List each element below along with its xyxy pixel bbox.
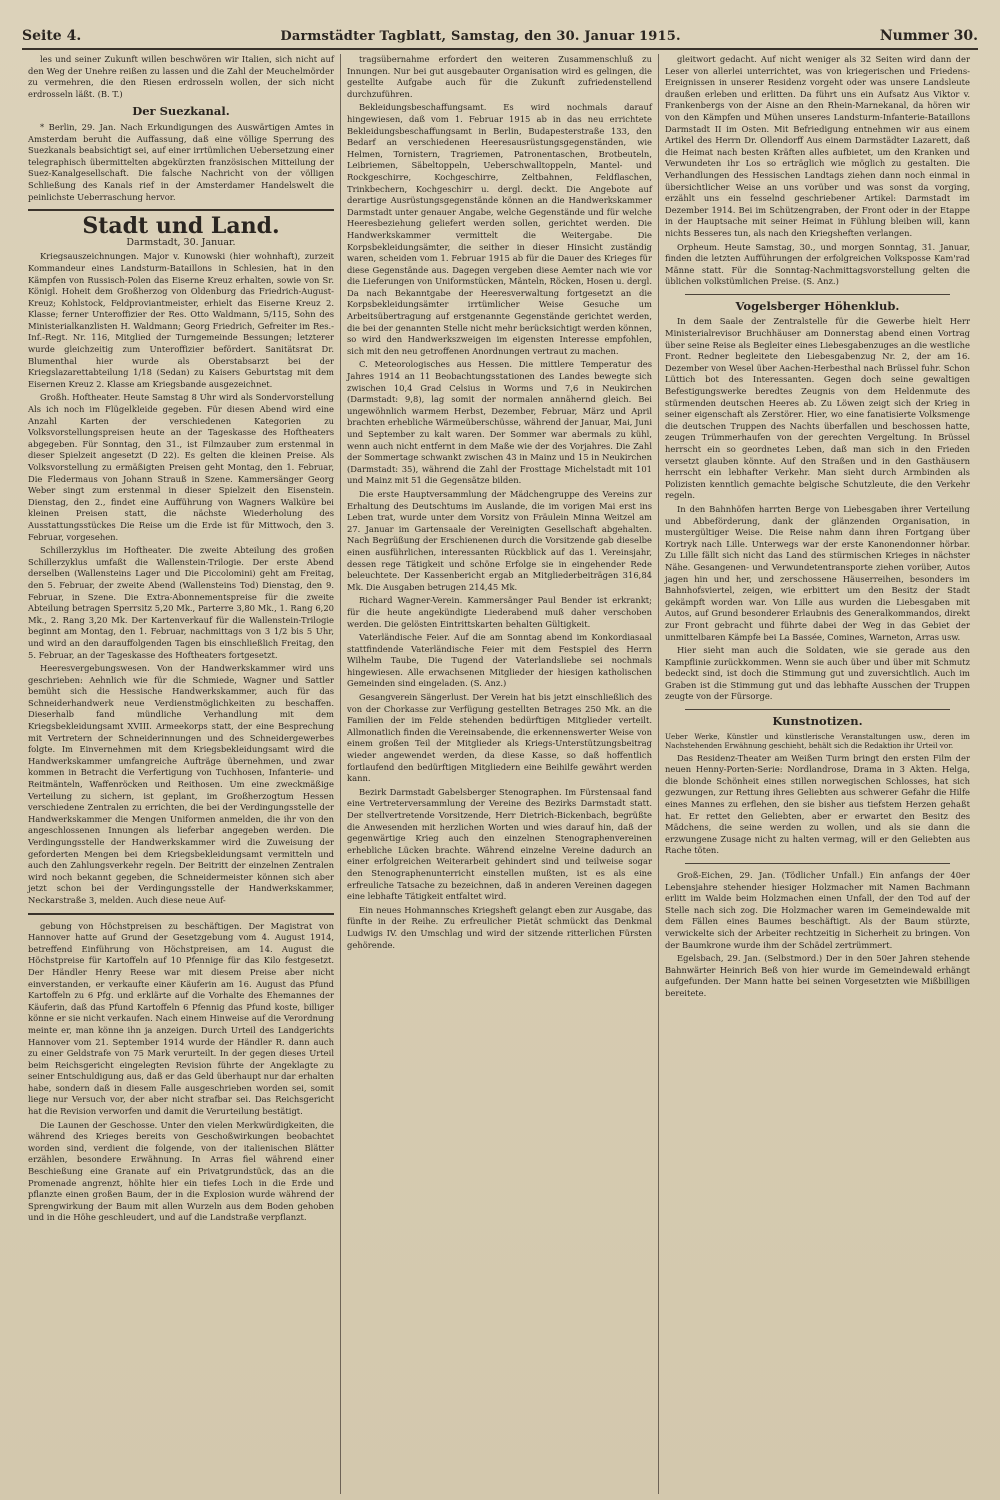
article-kriegsheft: Ein neues Hohmannsches Kriegsheft gelangt eben zur Ausgabe, das fünfte in der Reihe. Zu erfreulicher Pietät schmückt das Denkmal Ludwigs IV. den Umschlag und wird der sitzende ritterlichen Fürsten gehörende. bbox=[347, 904, 652, 950]
article-hoftheater: Großh. Hoftheater. Heute Samstag 8 Uhr wird als Sondervorstellung Als ich noch im Flügelkleide gegeben. Für diesen Abend wird eine Anzahl Karten der verschiedenen Kategorien zu Volksvorstellungspreisen heute an der Tageskasse des Hoftheaters abgegeben. Für Sonntag, den 31., ist Filmzauber zum erstenmal in dieser Spielzeit angesetzt (D 22). Es gelten die kleinen Preise. Als Volksvorstellung zu ermäßigten Preisen geht Montag, den 1. Februar, Die Fledermaus von Johann Strauß in Szene. Kammersänger Georg Weber singt zum erstenmal in dieser Spielzeit den Eisenstein. Dienstag, den 2., findet eine Aufführung von Wagners Walküre bei kleinen Preisen statt, die nächste Wiederholung des Ausstattungsstückes Die Reise um die Erde ist für Mittwoch, den 3. Februar, vorgesehen. bbox=[28, 392, 334, 542]
article-continuation: les und seiner Zukunft willen beschwören wir Italien, sich nicht auf den Weg der Unehre reißen zu lassen und die Zahl der Meuchelmörder zu vermehren, die den Riesen erdrosseln wollen, der sich nicht erdrosseln läßt. (B. T.) bbox=[28, 54, 334, 99]
divider bbox=[28, 209, 334, 211]
editorial-note: Ueber Werke, Künstler und künstlerische Veranstaltungen usw., deren im Nachstehenden Erwähnung geschieht, behält sich die Redaktion ihr Urteil vor. bbox=[665, 731, 970, 751]
article-kriegsauszeichnungen: Kriegsauszeichnungen. Major v. Kunowski (hier wohnhaft), zurzeit Kommandeur eines Landsturm-Bataillons in Schlesien, hat in den Kämpfen von Russisch-Polen das Eiserne Kreuz erhalten, sowie von Sr. Königl. Hoheit dem Großherzog von Oldenburg das Friedrich-August-Kreuz; Kohlstock, Feldproviantmeister, erhielt das Eiserne Kreuz 2. Klasse; ferner Unteroffizier der Res. Otto Waldmann, 5/115, Sohn des Ministerialkanzlisten H. Waldmann; Georg Friedrich, Gefreiter im Res.-Inf.-Regt. Nr. 116, Mitglied der Turngemeinde Bessungen; letzterer wurde gleichzeitig zum Unteroffizier befördert. Sanitätsrat Dr. Blumenthal hier wurde als Oberstabsarzt bei der Kriegslazarettabteilung 1/18 (Sedan) zu Kaisers Geburtstag mit dem Eisernen Kreuz 2. Klasse am Kriegsbande ausgezeichnet. bbox=[28, 251, 334, 389]
masthead-line: Darmstädter Tagblatt, Samstag, den 30. Januar 1915. bbox=[280, 29, 681, 44]
dateline: Darmstadt, 30. Januar. bbox=[126, 236, 236, 248]
article-continuation: gleitwort gedacht. Auf nicht weniger als 32 Seiten wird dann der Leser von allerlei unterrichtet, was von kriegerischen und Friedens-Ereignissen in unserer Residenz vorgeht oder was unsere Landsleute draußen erleben und erlitten. Da führt uns ein Aufsatz Aus Viktor v. Frankenbergs von der Aisne an den Rhein-Marnekanal, da hören wir von den Kämpfen und Mühen unseres Landsturm-Infanterie-Bataillons Darmstadt II im Osten. Mit Befriedigung entnehmen wir aus einem Artikel des Herrn Dr. Ollendorff Aus einem Darmstädter Lazarett, daß die Heimat nach besten Kräften alles aufbietet, um den Kranken und Verwundeten ihr Los so erträglich wie möglich zu gestalten. Die Verhandlungen des Hessischen Landtags ziehen dann noch einmal in übersichtlicher Weise an uns vorüber und was sonst da vorging, erzählt uns ein fesselnd geschriebener Artikel: Darmstadt im Dezember 1914. Bei im Schützengraben, der Front oder in der Etappe in der Hauptsache mit seiner Heimat in Fühlung bleiben will, kann nichts Besseres tun, als nach den Kriegsheften verlangen. bbox=[665, 54, 970, 238]
article-soldaten: Hier sieht man auch die Soldaten, wie sie gerade aus den Kampflinie zurückkommen. Wenn sie auch über und über mit Schmutz bedeckt sind, ist doch die Stimmung gut und zuversichtlich. Auch im Graben ist die Stimmung gut und das lebhafte Ausschen der Truppen zeugte von der Fürsorge. bbox=[665, 645, 970, 702]
divider bbox=[685, 863, 950, 864]
article-stenographen: Bezirk Darmstadt Gabelsberger Stenographen. Im Fürstensaal fand eine Vertreterversammlung der Vereine des Bezirks Darmstadt statt. Der stellvertretende Vorsitzende, Herr Dietrich-Bickenbach, begrüßte die Anwesenden mit herzlichen Worten und wies darauf hin, daß der gegenwärtige Krieg auch den einzelnen Stenographenvereinen erhebliche Lücken brachte. Während einzelne Vereine dadurch an einer erfolgreichen Weiterarbeit gehindert sind und teilweise sogar den Stenographenunterricht einstellen mußten, ist es als eine erfreuliche Tatsache zu bezeichnen, daß in anderen Vereinen dagegen eine lebhafte Tätigkeit entfaltet wird. bbox=[347, 786, 652, 902]
article-wagner-verein: Richard Wagner-Verein. Kammersänger Paul Bender ist erkrankt; für die heute angekündigte Liederabend muß daher verschoben werden. Die gelösten Eintrittskarten behalten Gültigkeit. bbox=[347, 595, 652, 629]
page-header bbox=[22, 28, 978, 50]
article-bekleidungsbeschaffungsamt: Bekleidungsbeschaffungsamt. Es wird nochmals darauf hingewiesen, daß vom 1. Februar 1915 ab in das neu errichtete Bekleidungsbeschaffungsamt in Berlin, Budapesterstraße 133, den Bedarf an verschiedenen Heeresausrüstungsgegenständen, wie Helmen, Tornistern, Tragriemen, Patronentaschen, Brotbeuteln, Leibriemen, Säbeltoppeln, Ueberschwalltoppeln, Mantel- und Rockgeschirre, Kochgeschirre, Zeltbahnen, Feldflaschen, Trinkbechern, Kochgeschirr u. dergl. deckt. Die Angebote auf derartige Ausrüstungsgegenstände können an die Handwerkskammer Darmstadt unter genauer Angabe, welche Gegenstände und für welche Heeresbeziehung geliefert werden sollen, gerichtet werden. Die Handwerkskammer vermittelt die Weitergabe. Die Korpsbekleidungsämter, die seither in dieser Hinsicht zuständig waren, scheiden vom 1. Februar 1915 ab für die Dauer des Krieges für diese Gegenstände aus. Dagegen vergeben diese Aemter nach wie vor die Lieferungen von Uniformstücken, Mänteln, Röcken, Hosen u. dergl. Da nach Bekanntgabe der Heeresverwaltung fortgesetzt an die Korpsbekleidungsämter irrtümlicher Weise Gesuche um Arbeitsübertragung auf erstgenannte Gegenstände gerichtet werden, die bei der genannten Stelle nicht mehr berücksichtigt werden können, so wird den Handwerkszweigen im eigensten Interesse empfohlen, sich mit den neu getroffenen Anordnungen vertraut zu machen. bbox=[347, 102, 652, 356]
article-egelsbach: Egelsbach, 29. Jan. (Selbstmord.) Der in den 50er Jahren stehende Bahnwärter Heinrich Beß von hier wurde im Gemeindewald erhängt aufgefunden. Der Mann hatte bei seinen Vorgesetzten wie Mißbilligen bereitete. bbox=[665, 953, 970, 998]
article-vortrag-front: In dem Saale der Zentralstelle für die Gewerbe hielt Herr Ministerialrevisor Bruchhäuser am Donnerstag abend einen Vortrag über seine Reise als Begleiter eines Liebesgabenzuges an die westliche Front. Redner begleitete den Liebesgabenzug Nr. 2, der am 16. Dezember von Wesel über Aachen-Herbesthal nach Brüssel fuhr. Schon Lüttich bot des Interessanten. Gegen doch seine gewaltigen Befestigungswerke beredtes Zeugnis von dem Heldenmute des stürmenden deutschen Heeres ab. Zu Löwen zeigt sich der Krieg in seiner eigenschaft als Zerstörer. Hier, wo eine fanatisierte Volksmenge die deutschen Truppen des Nachts überfallen und beschossen hatte, zeugen Trümmerhaufen von der gerechten Vergeltung. In Brüssel herrscht ein so geordnetes Leben, daß man sich in den Frieden versetzt glauben könnte. Auf den Straßen und in den Gasthäusern herrscht ein lebhafter Verkehr. Man sieht durch Armbinden als Polizisten kenntlich gemachte belgische Schutzleute, die den Verkehr regeln. bbox=[665, 316, 970, 501]
article-maedchengruppe: Die erste Hauptversammlung der Mädchengruppe des Vereins zur Erhaltung des Deutschtums im Auslande, die im vorigen Mai erst ins Leben trat, wurde unter dem Vorsitz von Fräulein Minna Weitzel am 27. Januar im Gartensaale der Vereinigten Gesellschaft abgehalten. Nach Begrüßung der Erschienenen durch die Vorsitzende gab dieselbe einen ausführlichen, interessanten Rückblick auf das 1. Vereinsjahr, dessen rege Tätigkeit und schöne Erfolge sie in eingehender Rede beleuchtete. Der Kassenbericht ergab an Mitgliederbeiträgen 316,84 Mk. Die Ausgaben betrugen 214,45 Mk. bbox=[347, 488, 652, 592]
article-gross-eichen: Groß-Eichen, 29. Jan. (Tödlicher Unfall.) Ein anfangs der 40er Lebensjahre stehender hiesiger Holzmacher mit Namen Bachmann erlitt im Walde beim Holzmachen einen Unfall, der den Tod auf der Stelle nach sich zog. Die Holzmacher waren im Gemeindewalde mit dem Fällen eines Baumes beschäftigt. Als der Baum stürzte, verwickelte sich der Arbeiter rechtzeitig in Sicherheit zu bringen. Von der Baumkrone wurde ihm der Schädel zertrümmert. bbox=[665, 870, 970, 950]
article-launen-der-geschosse: Die Launen der Geschosse. Unter den vielen Merkwürdigkeiten, die während des Krieges bereits von Geschoßwirkungen beobachtet worden sind, verdient die folgende, von der italienischen Blätter erzählen, besondere Erwähnung. In Arras fiel während einer Beschießung eine Granate auf ein Privatgrundstück, das an die Promenade angrenzt, höhlte hier ein tiefes Loch in die Erde und pflanzte einen großen Baum, der in die Explosion wurde während der Sprengwirkung der Baum mit allen Wurzeln aus dem Boden gehoben und in die Höhe geschleudert, und auf die Landstraße verpflanzt. bbox=[28, 1119, 334, 1223]
article-hoechstpreise: gebung von Höchstpreisen zu beschäftigen. Der Magistrat von Hannover hatte auf Grund der Gesetzgebung vom 4. August 1914, betreffend Einführung von Höchstpreisen, am 14. August die Höchstpreise für Kartoffeln auf 10 Pfennige für das Kilo festgesetzt. Der Händler Henry Reese war mit diesem Preise aber nicht einverstanden, er verkaufte einer Käuferin am 16. August das Pfund Kartoffeln zu 6 Pfg. und erklärte auf die Vorhalte des Ehemannes der Käuferin, daß das Pfund Kartoffeln 6 Pfennig das Pfund koste, billiger könne er sie nicht verkaufen. Nach einem Hinweise auf die Verordnung meinte er, man könne ihn ja anzeigen. Durch Urteil des Landgerichts Hannover vom 21. September 1914 wurde der Händler R. dann auch zu einer Geldstrafe von 75 Mark verurteilt. In der gegen dieses Urteil beim Reichsgericht eingelegten Revision führte der Angeklagte zu seiner Entschuldigung aus, daß er das Geld überhaupt nur dar erhalten habe, sondern daß in diesem Falle ausgeschrieben worden sei, somit liege nur Versuch vor, der aber nicht strafbar sei. Das Reichsgericht hat die Revision verworfen und damit die Verurteilung bestätigt. bbox=[28, 920, 334, 1117]
divider bbox=[685, 294, 950, 295]
article-meteorologisches: C. Meteorologisches aus Hessen. Die mittlere Temperatur des Jahres 1914 an 11 Beobachtungsstationen des Landes bewegte sich zwischen 10,4 Grad Celsius in Worms und 7,6 in Neukirchen (Darmstadt: 9,8), lag somit der normalen annähernd gleich. Bei ungewöhnlich warmem Herbst, Dezember, Februar, März und April brachten erhebliche Wärmeüberschüsse, während der Januar, Mai, Juni und September zu kalt waren. Der Sommer war abermals zu kühl, wenn auch nicht entfernt in dem Maße wie der des Vorjahres. Die Zahl der Sommertage schwankt zwischen 43 in Mainz und 15 in Neukirchen (Darmstadt: 35), während die Zahl der Frosttage Michelstadt mit 101 und Mainz mit 51 die Gegensätze bilden. bbox=[347, 359, 652, 486]
column-1 bbox=[22, 54, 340, 1494]
section-title-stadt-und-land: Stadt und Land. bbox=[82, 213, 280, 240]
issue-number: Nummer 30. bbox=[879, 28, 978, 44]
article-bahnhoefe: In den Bahnhöfen harrten Berge von Liebesgaben ihrer Verteilung und Abbeförderung, dank der glänzenden Organisation, in mustergültiger Weise. Die Reise nahm dann ihren Fortgang über Kortryk nach Lille. Unterwegs war der erste Kanonendonner hörbar. Zu Lille fällt sich nicht das Land des stürmischen Krieges in nächster Nähe. Gesangenen- und Verwundetentransporte ziehen vorüber, Autos jagen hin und her, und zerschossene Häuserreihen, besonders im Bahnhofsviertel, zeigen, wie erbittert um den Besitz der Stadt gekämpft worden war. Von Lille aus wurden die Liebesgaben mit Autos, auf Grund besonderer Erlaubnis des Generalkommandos, direkt zur Front gebracht und führte dabei der Weg in das Gebiet der unmittelbaren Kämpfe bei La Bassée, Comines, Warneton, Arras usw. bbox=[665, 503, 970, 642]
article-continuation: tragsübernahme erfordert den weiteren Zusammenschluß zu Innungen. Nur bei gut ausgebauter Organisation wird es gelingen, die gestellte Aufgabe auch für die Zukunft zufriedenstellend durchzuführen. bbox=[347, 54, 652, 99]
section-title-suezkanal: Der Suezkanal. bbox=[132, 104, 230, 119]
section-title-vogelsberger: Vogelsberger Höhenklub. bbox=[735, 298, 900, 313]
article-vaterlaendische-feier: Vaterländische Feier. Auf die am Sonntag abend im Konkordiasaal stattfindende Vaterländische Feier mit dem Festspiel des Herrn Wilhelm Taube, Die Tugend der Vaterlandsliebe sei nochmals hingewiesen. Alle erwachsenen Mitglieder der hiesigen katholischen Gemeinden sind eingeladen. (S. Anz.) bbox=[347, 632, 652, 689]
divider bbox=[28, 913, 334, 915]
article-residenz-theater: Das Residenz-Theater am Weißen Turm bringt den ersten Film der neuen Henny-Porten-Serie: Nordlandrose, Drama in 3 Akten. Helga, die blonde Schönheit eines stillen norwegischen Schlosses, hat sich gezwungen, zur Rettung ihres Geliebten aus schwerer Gefahr die Hilfe eines Mannes zu erflehen, den sie bisher aus tiefstem Herzen gehaßt hat. Er rettet den Geliebten, aber er erwartet den Besitz des Mädchens, die seine werden zu wollen, und als sie dann die erzwungene Zusage nicht zu halten vermag, will er den Geliebten aus Rache töten. bbox=[665, 752, 970, 856]
article-orpheum: Orpheum. Heute Samstag, 30., und morgen Sonntag, 31. Januar, finden die letzten Aufführungen der erfolgreichen Volksposse Kam'rad Männe statt. Für die Sonntag-Nachmittagsvorstellung gelten die üblichen volkstümlichen Preise. (S. Anz.) bbox=[665, 241, 970, 287]
column-3 bbox=[658, 54, 976, 1494]
column-2 bbox=[340, 54, 658, 1494]
section-title-kunstnotizen: Kunstnotizen. bbox=[772, 714, 863, 729]
divider bbox=[685, 709, 950, 710]
article-saengerlust: Gesangverein Sängerlust. Der Verein hat bis jetzt einschließlich des von der Chorkasse zur Verfügung gestellten Betrages 250 Mk. an die Familien der im Felde stehenden bedürftigen Mitglieder verteilt. Allmonatlich finden die Vereinsabende, die erkennenswerter Weise von einem großen Teil der Mitglieder als Kriegs-Unterstützungsbeitrag wieder angewendet werden, da diese Kasse, so daß hoffentlich fortlaufend den bedürftigen Mitgliedern eine Beihilfe gewährt werden kann. bbox=[347, 692, 652, 784]
columns bbox=[22, 54, 978, 1494]
page-number: Seite 4. bbox=[22, 28, 82, 44]
article-heeresvergebungswesen: Heeresvergebungswesen. Von der Handwerkskammer wird uns geschrieben: Aehnlich wie für die Schmiede, Wagner und Sattler bemüht sich die Hessische Handwerkskammer, auch für das Schneiderhandwerk neue Verdienstmöglichkeiten zu beschaffen. Dieserhalb fand mündliche Verhandlung mit dem Kriegsbekleidungsamt XVIII. Armeekorps statt, der eine Besprechung mit Vertretern der Schneiderinnungen und des Schneidergewerbes folgte. Im Einvernehmen mit dem Kriegsbekleidungsamt wird die Handwerkskammer umfangreiche Aufträge übernehmen, und zwar kommen in Betracht die Verfertigung von Tuchhosen, Infanterie- und Reitmänteln, Waffenröcken und Reithosen. Um eine zweckmäßige Verteilung zu sichern, ist geplant, im Großherzogtum Hessen verschiedene Zentralen zu errichten, die bei der Verdingungsstelle der Handwerkskammer die Mengen Uniformen anmelden, die ihr von den angeschlossenen Innungen als lieferbar angegeben werden. Die Verdingungsstelle der Handwerkskammer wird die Zuweisung der geforderten Mengen bei dem Kriegsbekleidungsamt vermitteln und auch den Zahlungsverkehr regeln. Der Beitritt der einzelnen Zentralen wird noch bekannt gegeben, die Schneidermeister können sich aber jetzt schon bei der Verdingungsstelle der Handwerkskammer, Neckarstraße 3, melden. Auch diese neue Auf- bbox=[28, 663, 334, 905]
article-schillerzyklus: Schillerzyklus im Hoftheater. Die zweite Abteilung des großen Schillerzyklus umfaßt die Wallenstein-Trilogie. Der erste Abend derselben (Wallensteins Lager und Die Piccolomini) geht am Freitag, den 5. Februar, der zweite Abend (Wallensteins Tod) Dienstag, den 9. Februar, in Szene. Die Extra-Abonnementspreise für die zweite Abteilung betragen Sperrsitz 5,20 Mk., Parterre 3,80 Mk., 1. Rang 6,20 Mk., 2. Rang 3,20 Mk. Der Kartenverkauf für die Wallenstein-Trilogie beginnt am Montag, den 1. Februar, nachmittags von 3 1/2 bis 5 Uhr, und wird an den darauffolgenden Tagen bis einschließlich Freitag, den 5. Februar, an der Tageskasse des Hoftheaters fortgesetzt. bbox=[28, 545, 334, 660]
article-suezkanal: * Berlin, 29. Jan. Nach Erkundigungen des Auswärtigen Amtes in Amsterdam beruht die Auffassung, daß eine völlige Sperrung des Suezkanals beabsichtigt sei, auf einer irrtümlichen Uebersetzung einer telegraphisch übermittelten abgekürzten französischen Mitteilung der Suez-Kanalgesellschaft. Die falsche Nachricht von der völligen Schließung des Kanals rief in der Amsterdamer Handelswelt die peinlichste Ueberraschung hervor. bbox=[28, 121, 334, 202]
